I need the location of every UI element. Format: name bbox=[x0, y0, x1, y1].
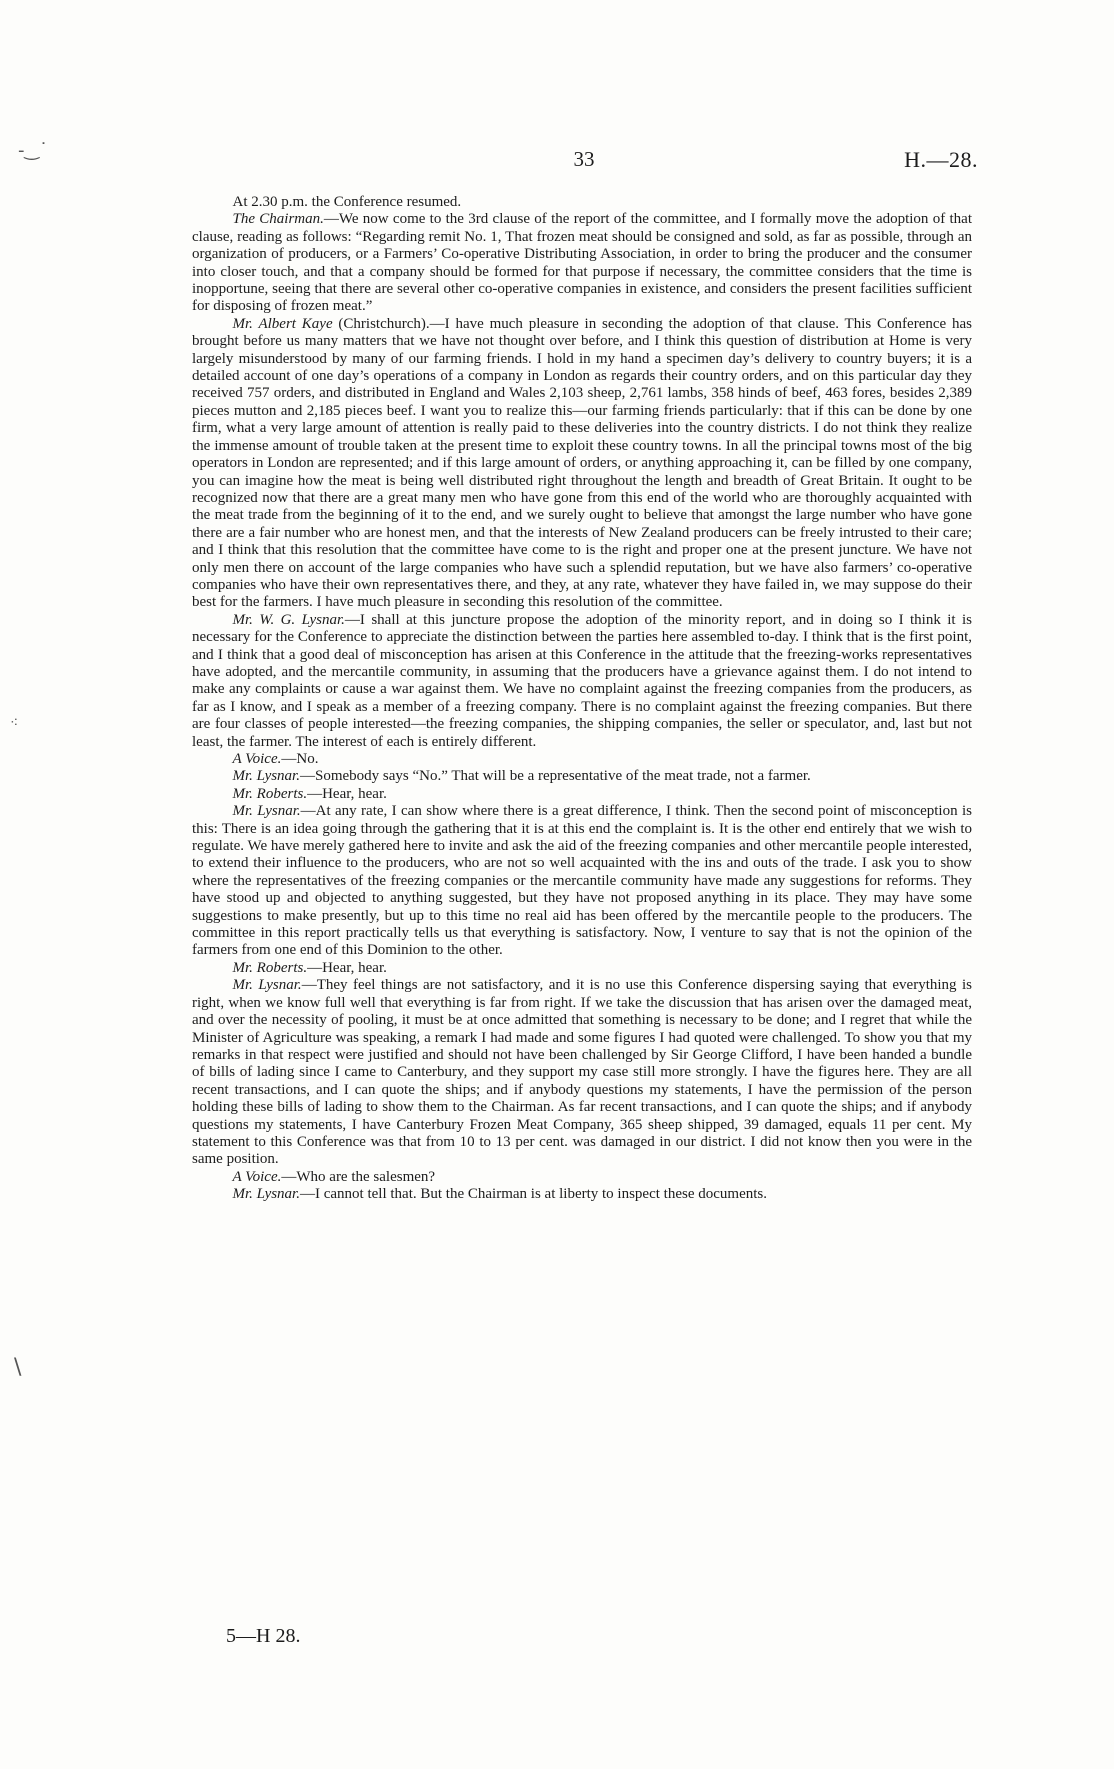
margin-mark-mid: ⁖ bbox=[10, 715, 19, 731]
paragraph bbox=[192, 768, 972, 785]
speaker-name: Mr. Lysnar. bbox=[232, 803, 301, 820]
speaker-name: Mr. Roberts. bbox=[232, 959, 308, 976]
paragraph bbox=[192, 960, 972, 977]
paragraph-text: —They feel things are not satisfactory, and it is no use this Conference dispersing saying that everything is right, when we know full well that everything is far from right. If we take the discussion that has arisen over the damaged meat, and over the necessity of pooling, it must be at once admitted that something is necessary to be done; and I regret that while the Minister of Agriculture was speaking, a remark I had made and some figures I had quoted were challenged. To show you that my remarks in that respect were justified and should not have been challenged by Sir George Clifford, I have been handed a bundle of bills of lading since I came to Canterbury, and they support my case still more strongly. I have the figures here. They are all recent transactions, and I can quote the ships; and if anybody questions my statements, I have the permission of the person holding these bills of lading to show them to the Chairman. As far recent transactions, and I can quote the ships; and if anybody questions my statements, I have Canterbury Frozen Meat Company, 365 sheep shipped, 39 damaged, equals 11 per cent. My statement to this Conference was that from 10 to 13 per cent. was damaged in our district. I did not know then you were in the same position. bbox=[192, 977, 972, 1168]
speaker-name: Mr. Lysnar. bbox=[232, 1186, 300, 1203]
body-text bbox=[192, 194, 972, 1204]
margin-mark-bottom: \ bbox=[14, 1355, 22, 1380]
paragraph-text: —No. bbox=[281, 751, 319, 767]
paragraph bbox=[192, 1169, 972, 1186]
speaker-name: Mr. Lysnar. bbox=[232, 977, 302, 994]
paragraph bbox=[192, 977, 972, 1168]
speaker-name: Mr. Albert Kaye bbox=[232, 315, 333, 332]
speaker-name: Mr. Lysnar. bbox=[232, 768, 300, 785]
speaker-name: Mr. W. G. Lysnar. bbox=[232, 611, 345, 628]
paragraph bbox=[192, 316, 972, 612]
paragraph-text: —I shall at this juncture propose the adoption of the minority report, and in doing so I think it is necessary for the Conference to appreciate the distinction between the parties here assembled to-day. I think that is the first point, and I think that a good deal of misconception has arisen at this Conference in the attitude that the freezing-works representatives have adopted, and the mercantile community, in assuming that the producers have a grievance against them. I do not intend to make any complaints or cause a war against them. We have no complaint against the freezing companies from the producers, as far as I know, and I speak as a member of a freezing company. There is no complaint against the freezing companies. But there are four classes of people interested—the freezing companies, the shipping companies, the seller or speculator, and, last but not least, the farmer. The interest of each is entirely different. bbox=[192, 611, 973, 750]
speaker-name: A Voice. bbox=[232, 751, 282, 767]
paragraph-text: —At any rate, I can show where there is a great difference, I think. Then the second point of misconception is this: There is an idea going through the gathering that it is at this end the complaint is. It is the other end entirely that we wish to regulate. We have merely gathered here to invite and ask the aid of the freezing companies and other mercantile people interested, to extend their influence to the producers, who are not so well acquainted with the ins and outs of the trade. I ask you to show where the representatives of the freezing companies or the mercantile community have made any suggestions for reforms. They have stood up and objected to anything suggested, but they have not proposed anything in its place. They may have some suggestions to make presently, but up to this time no real aid has been offered by the mercantile people to the producers. The committee in this report practically tells us that everything is satisfactory. Now, I venture to say that is not the opinion of the farmers from one end of this Dominion to the other. bbox=[192, 803, 972, 959]
paragraph bbox=[192, 612, 972, 751]
document-code: H.—28. bbox=[904, 147, 978, 172]
page-header bbox=[190, 147, 978, 179]
speaker-name: Mr. Roberts. bbox=[232, 785, 308, 802]
paragraph bbox=[192, 803, 972, 960]
paragraph-text: —Hear, hear. bbox=[307, 785, 387, 802]
paragraph-text: —Somebody says “No.” That will be a representative of the meat trade, not a farmer. bbox=[300, 768, 811, 785]
paragraph bbox=[192, 1186, 972, 1203]
speaker-name: A Voice. bbox=[232, 1168, 282, 1185]
paragraph bbox=[192, 751, 972, 768]
page-number: 33 bbox=[573, 147, 595, 171]
footer-signature: 5—H 28. bbox=[226, 1625, 301, 1647]
margin-mark-top: -‿˙ bbox=[18, 140, 48, 161]
paragraph-text: At 2.30 p.m. the Conference resumed. bbox=[232, 194, 462, 210]
paragraph-text: (Christchurch).—I have much pleasure in seconding the adoption of that clause. This Conference has brought before us many matters that we have not thought over before, and I think this question of distribution at Home is very largely misunderstood by many of our farming friends. I hold in my hand a specimen day’s delivery to country buyers; it is a detailed account of one day’s operations of a company in London as regards their country orders, and on this particular day they received 757 orders, and distributed in England and Wales 2,103 sheep, 2,761 lambs, 358 hinds of beef, 463 fores, besides 2,389 pieces mutton and 2,185 pieces beef. I want you to realize this—our farming friends particularly: that if this can be done by one firm, what a very large amount of attention is really paid to these deliveries into the country districts. I do not think they realize the immense amount of trouble taken at the present time to exploit these country towns. In all the principal towns most of the big operators in London are represented; and if this large amount of orders, or anything approaching it, can be filled by one company, you can imagine how the meat is being well distributed right throughout the length and breadth of Great Britain. It ought to be recognized now that there are a great many men who have gone from this end of the world who are thoroughly acquainted with the meat trade from the beginning of it to the end, and we surely ought to believe that amongst the large number who have gone there are a fair number who are honest men, and that the interests of New Zealand producers can be freely intrusted to their care; and I think that this resolution that the committee have come to is the right and proper one at the present juncture. We have not only men there on account of the large companies who have such a splendid reputation, but we have also farmers’ co-operative companies who have their own representatives there, and they, at any rate, whatever they have failed in, we may suppose do their best for the farmers. I have much pleasure in seconding this resolution of the committee. bbox=[192, 315, 972, 611]
paragraph bbox=[192, 211, 972, 315]
paragraph-text: —Hear, hear. bbox=[307, 959, 387, 976]
paragraph-text: —I cannot tell that. But the Chairman is at liberty to inspect these documents. bbox=[300, 1186, 767, 1203]
paragraph bbox=[192, 786, 972, 803]
paragraph-text: —We now come to the 3rd clause of the report of the committee, and I formally move the adoption of that clause, reading as follows: “Regarding remit No. 1, That frozen meat should be consigned and sold, as far as possible, through an organization of producers, or a Farmers’ Co-operative Distributing Association, in order to bring the producer and the consumer into closer touch, and that a company should be formed for that purpose if necessary, the committee considers that the time is inopportune, seeing that there are several other co-operative companies in existence, and considers the present facilities sufficient for disposing of frozen meat.” bbox=[192, 211, 972, 315]
paragraph bbox=[192, 194, 972, 211]
paragraph-text: —Who are the salesmen? bbox=[281, 1168, 436, 1185]
speaker-name: The Chairman. bbox=[232, 211, 324, 228]
